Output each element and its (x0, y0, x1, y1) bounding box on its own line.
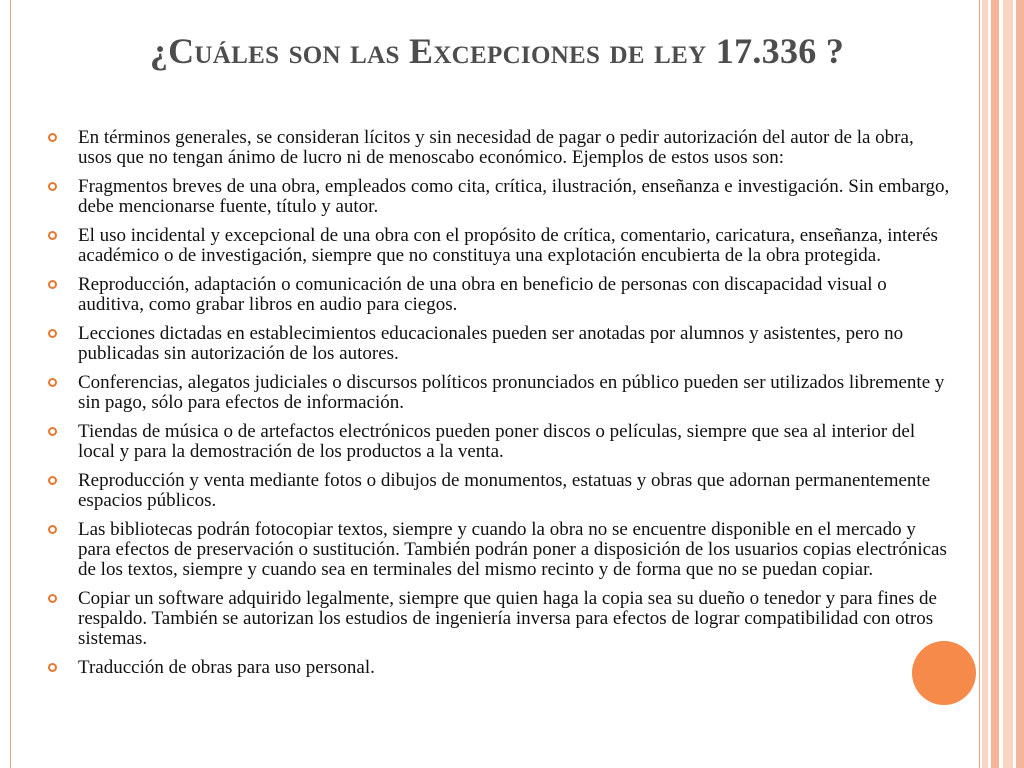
list-item (46, 422, 951, 462)
bullet-text: El uso incidental y excepcional de una obra con el propósito de crítica, comentario, caricatura, enseñanza, interés académico o de investigación, siempre que no constituya una explotación encubierta de la obra protegida. (78, 225, 938, 266)
bullet-text: Reproducción y venta mediante fotos o dibujos de monumentos, estatuas y obras que adornan permanentemente espacios públicos. (78, 470, 931, 511)
list-item (46, 177, 951, 217)
list-item (46, 226, 951, 266)
bullet-text: Copiar un software adquirido legalmente, siempre que quien haga la copia sea su dueño o tenedor y para fines de respaldo. También se autorizan los estudios de ingeniería inversa para efectos de lograr compatibilidad con otros sistemas. (78, 588, 937, 649)
list-item (46, 589, 951, 649)
bullet-text: Tiendas de música o de artefactos electrónicos pueden poner discos o películas, siempre que sea al interior del local y para la demostración de los productos a la venta. (78, 421, 916, 462)
list-item (46, 658, 951, 678)
bullet-text: Las bibliotecas podrán fotocopiar textos, siempre y cuando la obra no se encuentre disponible en el mercado y para efectos de preservación o sustitución. También podrán poner a disposición de los usuarios copias electrónicas de los textos, siempre y cuando sea en terminales del mismo recinto y de forma que no se puedan copiar. (78, 519, 947, 580)
list-item (46, 471, 951, 511)
bullet-list (46, 128, 951, 687)
list-item (46, 324, 951, 364)
bullet-circle-icon (48, 231, 57, 240)
stripe (1016, 0, 1024, 768)
bullet-text: Reproducción, adaptación o comunicación de una obra en beneficio de personas con discapacidad visual o auditiva, como grabar libros en audio para ciegos. (78, 274, 887, 315)
bullet-circle-icon (48, 594, 57, 603)
bullet-text: Fragmentos breves de una obra, empleados como cita, crítica, ilustración, enseñanza e investigación. Sin embargo, debe mencionarse fuente, título y autor. (78, 176, 950, 217)
stripe (991, 0, 999, 768)
decorative-circle (912, 641, 976, 705)
bullet-circle-icon (48, 476, 57, 485)
bullet-circle-icon (48, 378, 57, 387)
list-item (46, 373, 951, 413)
list-item (46, 275, 951, 315)
bullet-text: Traducción de obras para uso personal. (78, 657, 375, 678)
slide-title: ¿Cuáles son las Excepciones de ley 17.336 ? (149, 31, 845, 71)
bullet-circle-icon (48, 525, 57, 534)
stripe (1003, 0, 1013, 768)
bullet-circle-icon (48, 280, 57, 289)
decorative-stripes (982, 0, 1024, 768)
bullet-text: Conferencias, alegatos judiciales o discursos políticos pronunciados en público pueden ser utilizados libremente y sin pago, sólo para efectos de información. (78, 372, 945, 413)
bullet-text: En términos generales, se consideran lícitos y sin necesidad de pagar o pedir autorización del autor de la obra, usos que no tengan ánimo de lucro ni de menoscabo económico. Ejemplos de estos usos son: (78, 127, 914, 168)
bullet-circle-icon (48, 182, 57, 191)
list-item (46, 128, 951, 168)
bullet-circle-icon (48, 329, 57, 338)
list-item (46, 520, 951, 580)
bullet-circle-icon (48, 663, 57, 672)
bullet-text: Lecciones dictadas en establecimientos educacionales pueden ser anotadas por alumnos y asistentes, pero no publicadas sin autorización de los autores. (78, 323, 904, 364)
bullet-circle-icon (48, 133, 57, 142)
bullet-circle-icon (48, 427, 57, 436)
